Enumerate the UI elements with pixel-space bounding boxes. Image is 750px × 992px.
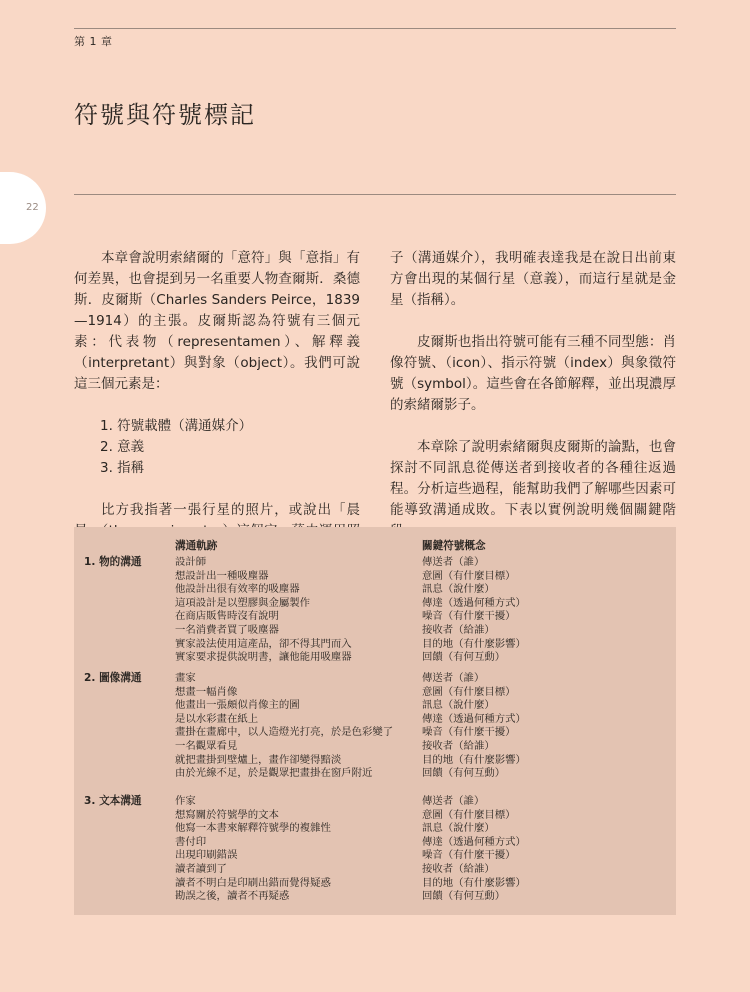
list-item: 訊息（說什麼）	[422, 822, 495, 835]
list-item: 就把畫掛到壁爐上，畫作卻變得黯淡	[175, 753, 342, 766]
list-item: 噪音（有什麼干擾）	[422, 726, 516, 739]
list-item: 作家	[175, 795, 196, 807]
list-item: 傳達（透過何種方式）	[422, 596, 526, 609]
list-item: 讀者讀到了	[175, 862, 227, 875]
concept-list	[422, 556, 662, 665]
list-item: 傳達（透過何種方式）	[422, 712, 526, 725]
trace-list	[175, 795, 405, 904]
body-column-right	[390, 248, 676, 542]
table-header-trace: 溝通軌跡	[175, 540, 218, 552]
list-item: 傳送者（誰）	[422, 795, 485, 807]
list-item: 他寫一本書來解釋符號學的複雜性	[175, 822, 331, 835]
list-item: 這項設計是以塑膠與金屬製作	[175, 596, 311, 609]
list-item: 傳送者（誰）	[422, 556, 485, 568]
list-item: 接收者（給誰）	[422, 862, 495, 875]
list-item: 勘誤之後，讀者不再疑惑	[175, 890, 290, 903]
page-number-tab	[0, 172, 46, 244]
list-item: 意圖（有什麼目標）	[422, 569, 516, 582]
list-item: 一名消費者買了吸塵器	[175, 623, 279, 636]
list-item: 實家要求提供說明書，讓他能用吸塵器	[175, 651, 352, 664]
list-item: 在商店販售時沒有說明	[175, 610, 279, 623]
chapter-label: 第 1 章	[74, 35, 113, 48]
list-item: 傳達（透過何種方式）	[422, 835, 526, 848]
list-item: 傳送者（誰）	[422, 672, 485, 684]
list-item: 出現印刷錯誤	[175, 849, 238, 862]
list-item: 噪音（有什麼干擾）	[422, 849, 516, 862]
list-item: 回饋（有何互動）	[422, 767, 506, 780]
list-item: 噪音（有什麼干擾）	[422, 610, 516, 623]
list-item: 3. 指稱	[100, 460, 145, 476]
list-item: 由於光線不足，於是觀眾把畫掛在窗戶附近	[175, 767, 373, 780]
list-item: 一名觀眾看見	[175, 739, 238, 752]
title-rule	[74, 194, 676, 195]
list-item: 他設計出很有效率的吸塵器	[175, 583, 300, 596]
section-title: 3. 文本溝通	[84, 795, 142, 807]
list-item: 是以水彩畫在紙上	[175, 712, 259, 725]
list-item: 畫掛在畫廊中，以人造燈光打亮，於是色彩變了	[175, 726, 394, 739]
trace-list	[175, 672, 405, 781]
communication-table	[74, 527, 676, 915]
page-number: 22	[26, 202, 39, 213]
element-list	[100, 416, 360, 479]
section-title: 2. 圖像溝通	[84, 672, 142, 684]
paragraph: 本章會說明索緒爾的「意符」與「意指」有何差異，也會提到另一名重要人物查爾斯．桑德斯．皮爾斯（Charles Sanders Peirce，1839—1914）的主張。皮爾斯認為符號有三個元素：代表物（representamen）、解釋義（interpretant）與對象（object）。我們可說這三個元素是：	[74, 250, 360, 392]
list-item: 2. 意義	[100, 439, 145, 455]
list-item: 想設計出一種吸塵器	[175, 569, 269, 582]
list-item: 意圖（有什麼目標）	[422, 808, 516, 821]
list-item: 回饋（有何互動）	[422, 651, 506, 664]
paragraph: 比方我指著一張行星的照片，或說出「晨	[101, 502, 360, 518]
list-item: 回饋（有何互動）	[422, 890, 506, 903]
concept-list	[422, 795, 662, 904]
list-item: 1. 符號載體（溝通媒介）	[100, 418, 253, 434]
list-item: 想畫一幅肖像	[175, 685, 238, 698]
list-item: 書付印	[175, 835, 207, 848]
list-item: 實家設法使用這產品，卻不得其門而入	[175, 637, 352, 650]
concept-list	[422, 672, 662, 781]
list-item: 畫家	[175, 672, 196, 684]
page-title: 符號與符號標記	[74, 101, 256, 129]
list-item: 想寫關於符號學的文本	[175, 808, 279, 821]
list-item: 訊息（說什麼）	[422, 583, 495, 596]
list-item: 意圖（有什麼目標）	[422, 685, 516, 698]
list-item: 目的地（有什麼影響）	[422, 876, 526, 889]
paragraph: 皮爾斯也指出符號可能有三種不同型態：肖像符號、（icon）、指示符號（index）與象徵符號（symbol）。這些會在各節解釋，並出現濃厚的索緒爾影子。	[390, 334, 676, 413]
list-item: 設計師	[175, 556, 207, 568]
list-item: 目的地（有什麼影響）	[422, 753, 526, 766]
table-header-concept: 關鍵符號概念	[422, 540, 486, 552]
list-item: 目的地（有什麼影響）	[422, 637, 526, 650]
list-item: 接收者（給誰）	[422, 623, 495, 636]
section-title: 1. 物的溝通	[84, 556, 142, 568]
paragraph: 本章除了說明索緒爾與皮爾斯的論點，也會探討不同訊息從傳送者到接收者的各種往返過程。分析這些過程，能幫助我們了解哪些因素可能導致溝通成敗。下表以實例說明幾個關鍵階	[390, 439, 676, 518]
list-item: 訊息（說什麼）	[422, 699, 495, 712]
trace-list	[175, 556, 405, 665]
list-item: 接收者（給誰）	[422, 739, 495, 752]
list-item: 他畫出一張頗似肖像主的圖	[175, 699, 300, 712]
top-rule	[74, 28, 676, 29]
paragraph: 子（溝通媒介），我明確表達我是在說日出前東方會出現的某個行星（意義），而這行星就是金星（指稱）。	[390, 250, 676, 308]
list-item: 讀者不明白是印刷出錯而覺得疑惑	[175, 876, 331, 889]
body-column-left	[74, 248, 360, 563]
